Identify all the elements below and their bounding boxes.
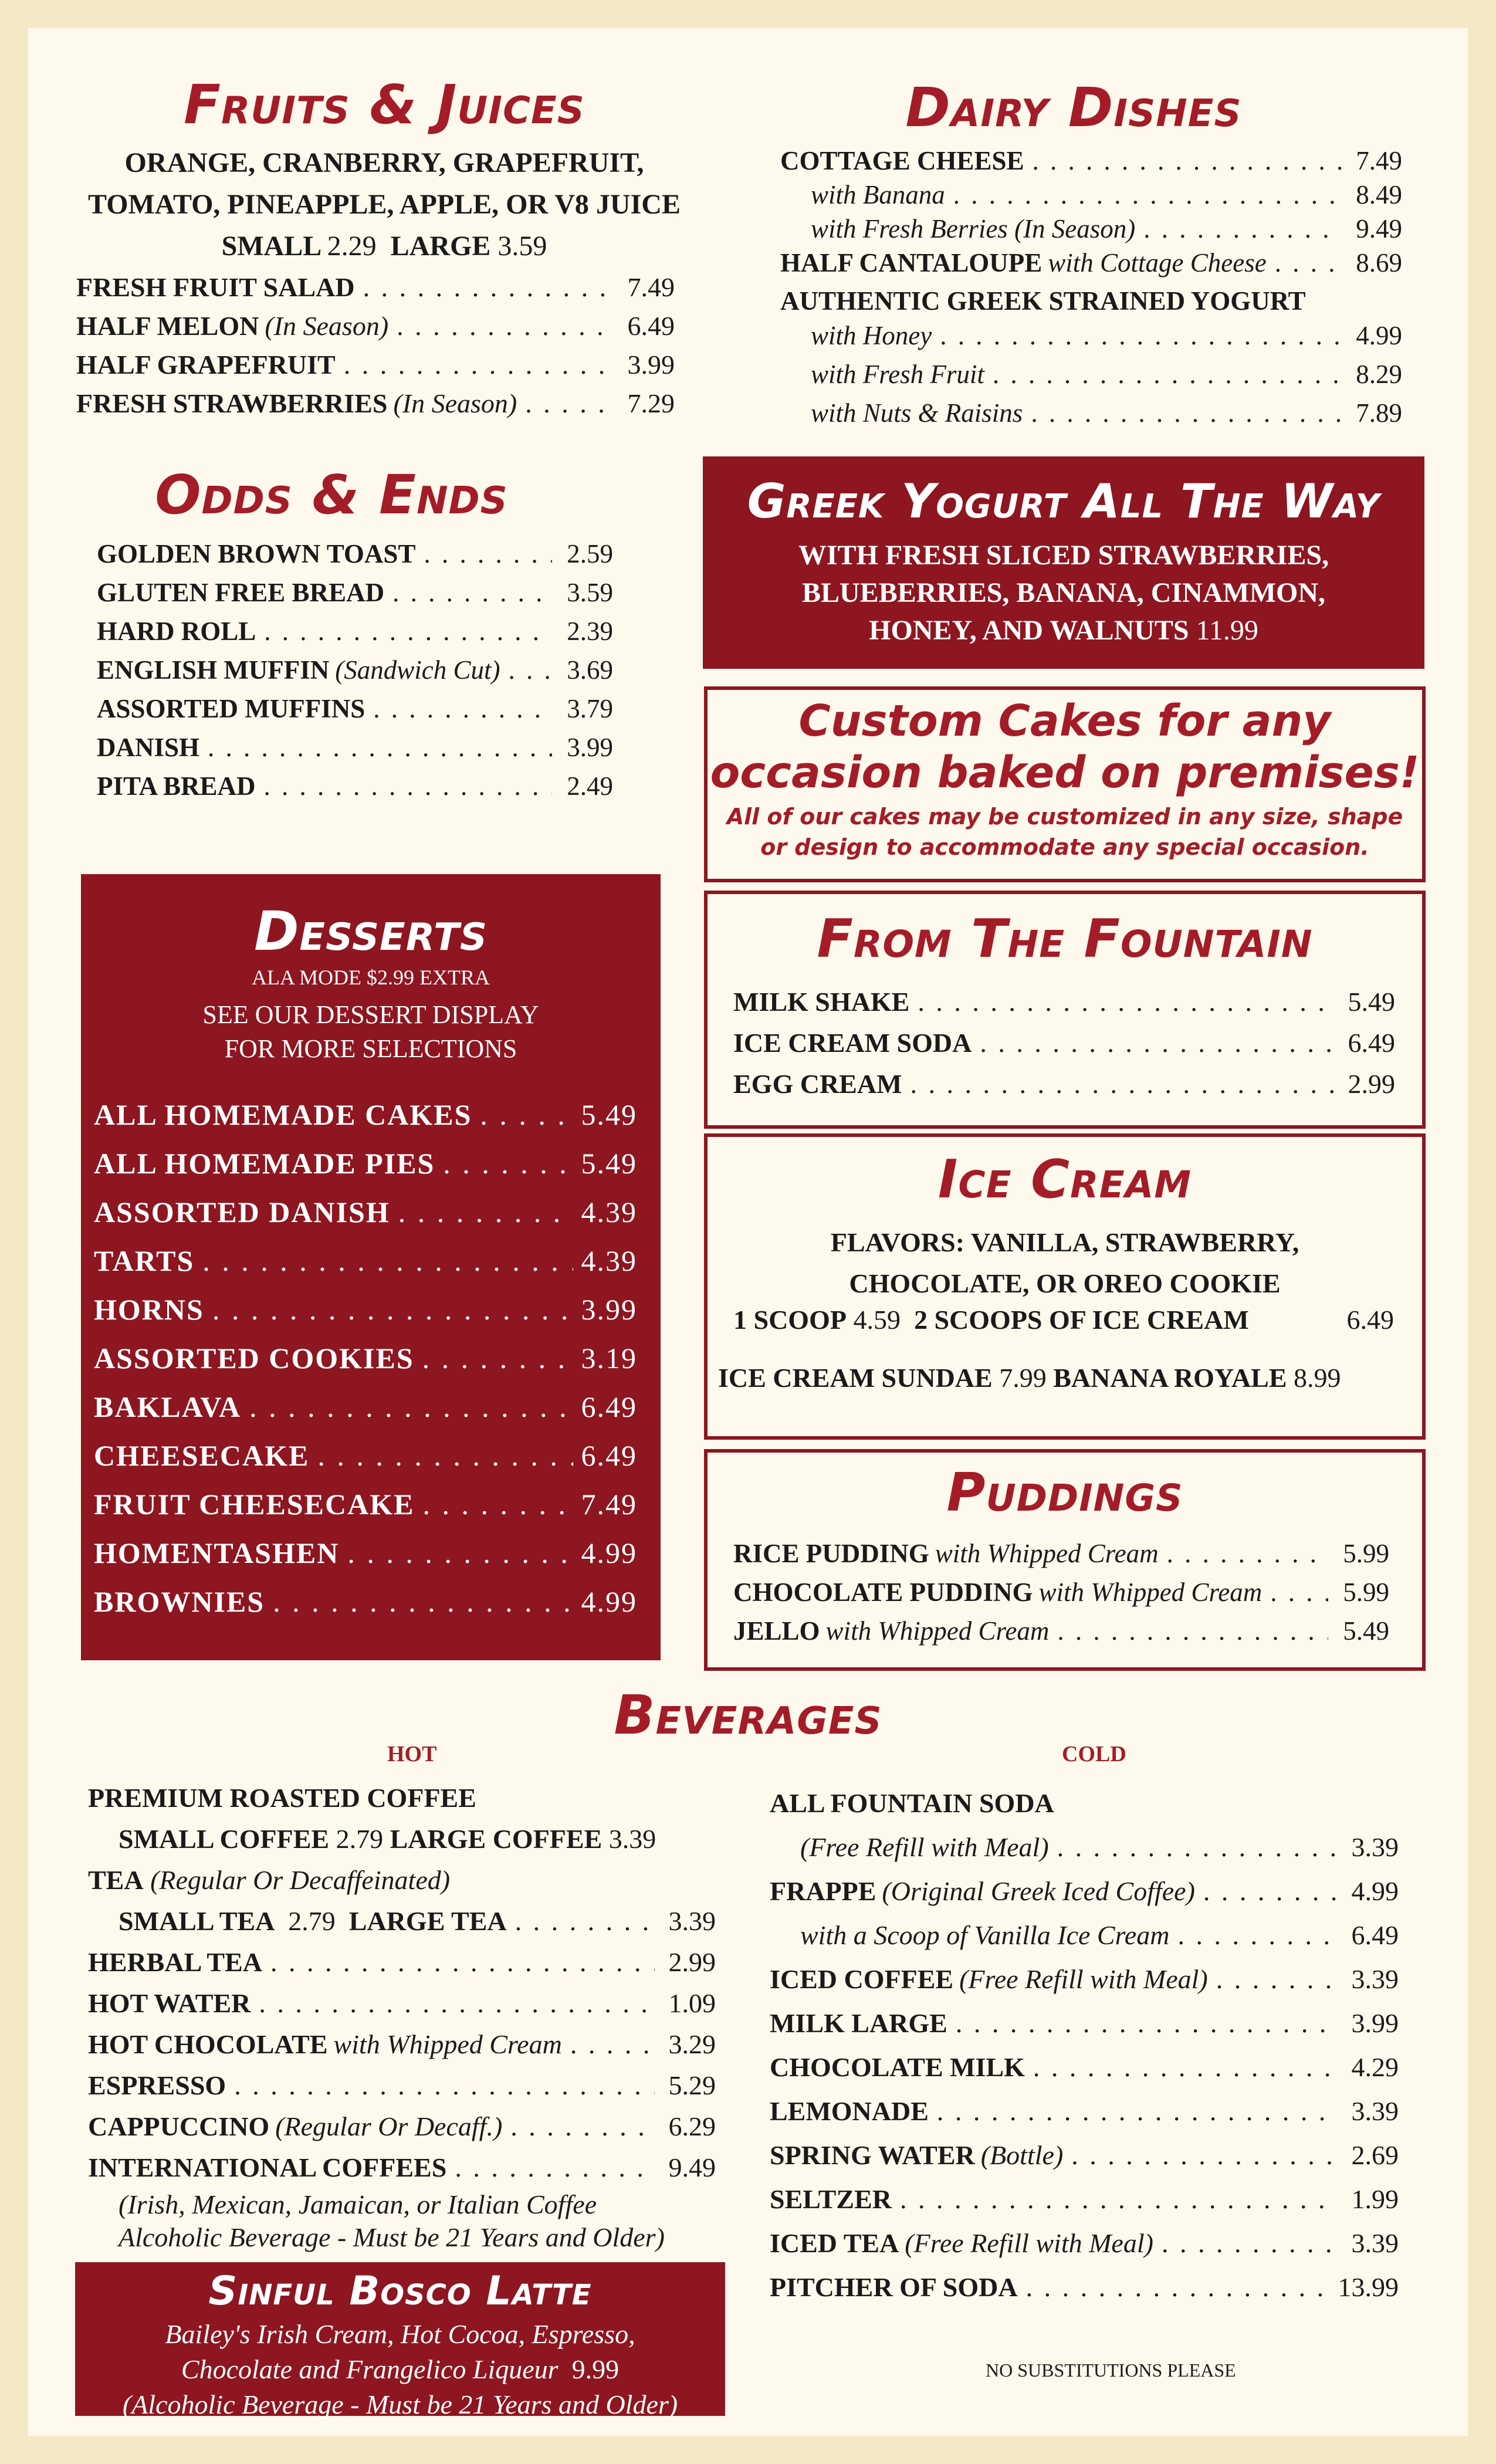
item-name: PITCHER OF SODA (770, 2272, 1018, 2302)
item-name: BROWNIES (94, 1585, 265, 1618)
dot-leader (1031, 394, 1341, 432)
cold-beverage-item (770, 2001, 1399, 2045)
dot-leader (1275, 246, 1341, 280)
dairy-title: Dairy Dishes (905, 76, 1242, 139)
dot-leader (980, 1023, 1334, 1064)
dot-leader (443, 1139, 573, 1188)
dot-leader (1033, 144, 1341, 178)
item-name: MILK SHAKE (733, 987, 910, 1017)
dessert-item (94, 1285, 637, 1334)
item-name: HOT CHOCOLATE (88, 2029, 328, 2059)
item-price: 5.29 (668, 2070, 716, 2100)
item-note: with Banana (811, 180, 945, 209)
item-name: FRESH FRUIT SALAD (76, 272, 355, 302)
dairy-item (780, 178, 1402, 212)
item-name: HOMENTASHEN (94, 1536, 340, 1569)
beverages-title: Beverages (614, 1684, 882, 1747)
item-price: 6.49 (581, 1390, 637, 1423)
dot-leader (264, 612, 552, 651)
dessert-item (94, 1139, 637, 1188)
item-price: 4.99 (1351, 1876, 1399, 1906)
item-price: 7.49 (581, 1488, 637, 1521)
cakes-line-1: Custom Cakes for any (798, 696, 1331, 746)
dot-leader (397, 307, 614, 346)
item-price: 6.29 (668, 2111, 716, 2141)
icecream-sundae: ICE CREAM SUNDAE 7.99 BANANA ROYALE 8.99 (718, 1363, 1341, 1393)
dot-leader (212, 1285, 573, 1334)
greek-line-3: HONEY, AND WALNUTS 11.99 (869, 615, 1258, 646)
item-price: 6.49 (627, 311, 675, 341)
dot-leader (273, 1578, 573, 1626)
dot-leader (1057, 1825, 1338, 1869)
coffee-sizes: SMALL COFFEE 2.79 LARGE COFFEE 3.39 (119, 1824, 656, 1854)
hot-beverage-item (88, 1942, 716, 1983)
hot-beverages (88, 1778, 716, 2254)
item-name: LEMONADE (770, 2096, 929, 2126)
item-note: (Bottle) (980, 2140, 1064, 2170)
item-price: 3.59 (567, 578, 613, 607)
cakes-line-3: All of our cakes may be customized in any size, shape (726, 804, 1403, 830)
latte-line-3: (Alcoholic Beverage - Must be 21 Years and Older) (122, 2389, 678, 2419)
dot-leader (1026, 2265, 1330, 2309)
item-price: 7.49 (627, 272, 675, 302)
cold-beverage-item (770, 2133, 1399, 2177)
dot-leader (347, 1529, 573, 1578)
item-note: (Regular Or Decaff.) (275, 2111, 503, 2141)
fountain-box (704, 891, 1426, 1129)
desserts-note-1: SEE OUR DESSERT DISPLAY (202, 1000, 539, 1029)
dot-leader (1270, 1573, 1328, 1612)
item-note: with Whipped Cream (825, 1616, 1050, 1646)
item-name: BAKLAVA (94, 1390, 242, 1423)
item-price: 5.49 (581, 1098, 637, 1131)
dessert-item (94, 1383, 637, 1431)
item-name: TARTS (94, 1244, 195, 1277)
cold-beverages (770, 1781, 1399, 2309)
odds-title: Odds & Ends (155, 463, 508, 526)
item-price: 8.49 (1356, 180, 1402, 209)
dessert-item (94, 1578, 637, 1626)
dessert-item (94, 1431, 637, 1480)
desserts-title: Desserts (254, 900, 488, 963)
item-price: 3.39 (1351, 2228, 1399, 2258)
item-price: 5.49 (1343, 1616, 1389, 1646)
soda-header: ALL FOUNTAIN SODA (770, 1788, 1054, 1818)
pudding-item (733, 1612, 1389, 1650)
dot-leader (270, 1942, 655, 1983)
hot-beverage-item (88, 2065, 716, 2106)
greek-line-2: BLUEBERRIES, BANANA, CINAMMON, (801, 577, 1326, 608)
greek-line-1: WITH FRESH SLICED STRAWBERRIES, (798, 540, 1329, 571)
cold-beverage-item (770, 1869, 1399, 1913)
odds-item (97, 534, 613, 573)
item-note: with Whipped Cream (1038, 1578, 1263, 1607)
dot-leader (249, 1383, 573, 1431)
item-price: 4.99 (581, 1585, 637, 1618)
item-price: 7.29 (627, 388, 675, 418)
dot-leader (510, 2106, 655, 2147)
dessert-item (94, 1237, 637, 1285)
item-price: 5.99 (1343, 1539, 1389, 1568)
hot-label: HOT (387, 1742, 437, 1766)
no-substitutions: NO SUBSTITUTIONS PLEASE (986, 2360, 1236, 2381)
item-price: 2.69 (1351, 2140, 1399, 2170)
item-price: 5.49 (1348, 987, 1395, 1017)
dot-leader (317, 1431, 573, 1480)
item-name: PITA BREAD (97, 771, 256, 801)
dairy-item (780, 246, 1402, 280)
item-price: 1.09 (668, 1988, 716, 2018)
odds-item (97, 728, 613, 767)
desserts-alamode: ALA MODE $2.99 EXTRA (252, 966, 490, 989)
item-price: 3.99 (627, 350, 675, 380)
dot-leader (1071, 2133, 1338, 2177)
item-name: ASSORTED COOKIES (94, 1342, 414, 1375)
item-name: CAPPUCCINO (88, 2111, 270, 2141)
pudding-item (733, 1534, 1389, 1573)
item-name: ALL HOMEMADE PIES (94, 1147, 435, 1180)
fountain-item (733, 1023, 1395, 1064)
fountain-item (733, 1064, 1395, 1105)
item-price: 3.99 (1351, 2008, 1399, 2038)
yogurt-header: AUTHENTIC GREEK STRAINED YOGURT (780, 286, 1306, 316)
item-name: GLUTEN FREE BREAD (97, 578, 385, 607)
item-name: HERBAL TEA (88, 1947, 262, 1977)
juices-line-1: ORANGE, CRANBERRY, GRAPEFRUIT, (124, 147, 644, 178)
item-price: 6.49 (1351, 1920, 1399, 1950)
dairy-item (780, 212, 1402, 246)
icecream-flavors-1: FLAVORS: VANILLA, STRAWBERRY, (830, 1227, 1299, 1257)
fruit-item (76, 307, 675, 346)
dessert-item (94, 1334, 637, 1383)
item-price: 4.39 (581, 1196, 637, 1228)
desserts-note-2: FOR MORE SELECTIONS (224, 1034, 517, 1063)
dot-leader (392, 573, 552, 612)
yogurt-item (780, 316, 1402, 355)
hot-beverage-item (88, 2147, 716, 2188)
dot-leader (363, 268, 614, 307)
item-note: (In Season) (393, 388, 517, 418)
item-price: 1.99 (1351, 2184, 1399, 2214)
yogurt-item (780, 355, 1402, 394)
item-price: 2.99 (1348, 1069, 1395, 1099)
item-note: (Sandwich Cut) (335, 655, 500, 685)
item-name: ICED TEA (770, 2228, 899, 2258)
dot-leader (570, 2024, 655, 2065)
odds-item (97, 689, 613, 728)
item-price: 3.39 (1351, 2096, 1399, 2126)
dot-leader (956, 2001, 1338, 2045)
item-name: ICE CREAM SODA (733, 1028, 972, 1058)
dot-leader (424, 534, 552, 573)
item-price: 4.99 (1356, 321, 1402, 350)
dot-leader (208, 728, 552, 767)
item-price: 4.29 (1351, 2052, 1399, 2082)
item-name: GOLDEN BROWN TOAST (97, 539, 416, 568)
odds-section (97, 463, 613, 805)
dot-leader (937, 2089, 1338, 2133)
item-price: 13.99 (1338, 2272, 1399, 2302)
odds-item (97, 767, 613, 805)
item-price: 3.79 (567, 694, 613, 723)
cold-beverage-item (770, 1957, 1399, 2001)
cold-beverage-item (770, 2177, 1399, 2221)
dot-leader (1033, 2045, 1338, 2089)
dot-leader (234, 2065, 655, 2106)
cold-beverage-item (770, 2221, 1399, 2265)
item-price: 3.39 (1351, 1964, 1399, 1994)
item-name: CHEESECAKE (94, 1439, 310, 1472)
hot-beverage-item (88, 2106, 716, 2147)
dot-leader (509, 651, 552, 689)
fruits-section (76, 73, 692, 423)
cold-beverage-item (770, 2045, 1399, 2089)
dot-leader (1143, 212, 1341, 246)
intl-note-1: (Irish, Mexican, Jamaican, or Italian Coffee (119, 2189, 597, 2219)
fountain-item (733, 981, 1395, 1023)
dot-leader (422, 1334, 573, 1383)
item-name: EGG CREAM (733, 1069, 902, 1099)
dot-leader (455, 2147, 655, 2188)
juice-sizes: SMALL 2.29 LARGE 3.59 (221, 231, 547, 262)
item-price: 2.59 (567, 539, 613, 568)
item-name: JELLO (733, 1616, 820, 1646)
pudding-item (733, 1573, 1389, 1612)
dot-leader (202, 1237, 573, 1285)
dot-leader (1057, 1612, 1328, 1650)
tea-row: TEA (Regular Or Decaffeinated) (88, 1865, 451, 1895)
dot-leader (1167, 1534, 1328, 1573)
latte-line-1: Bailey's Irish Cream, Hot Cocoa, Espresso, (165, 2319, 635, 2349)
item-price: 6.49 (1348, 1028, 1395, 1058)
item-name: HARD ROLL (97, 617, 256, 646)
fruit-item (76, 268, 675, 307)
item-price: 4.39 (581, 1244, 637, 1277)
item-price: 5.99 (1343, 1578, 1389, 1607)
dessert-item (94, 1188, 637, 1237)
item-price: 3.29 (668, 2029, 716, 2059)
item-name: ESPRESSO (88, 2070, 226, 2100)
odds-item (97, 573, 613, 612)
item-note: with Whipped Cream (935, 1539, 1159, 1568)
yogurt-item (780, 394, 1402, 432)
cold-beverage-item (770, 1913, 1399, 1957)
hot-beverage-item (88, 2024, 716, 2065)
item-name: HORNS (94, 1293, 204, 1326)
item-price: 2.39 (567, 617, 613, 646)
item-name: RICE PUDDING (733, 1539, 929, 1568)
greek-title: Greek Yogurt All The Way (747, 474, 1380, 529)
fruit-item (76, 346, 675, 384)
dessert-item (94, 1529, 637, 1578)
dot-leader (480, 1091, 573, 1139)
dot-leader (1216, 1957, 1338, 2001)
item-note: with a Scoop of Vanilla Ice Cream (800, 1920, 1170, 1950)
item-price: 9.49 (1356, 214, 1402, 243)
dot-leader (1177, 1913, 1338, 1957)
item-note: (Free Refill with Meal) (800, 1832, 1049, 1862)
item-name: FRUIT CHEESECAKE (94, 1488, 415, 1521)
dot-leader (1203, 1869, 1338, 1913)
item-name: HOT WATER (88, 1988, 251, 2018)
icecream-flavors-2: CHOCOLATE, OR OREO COOKIE (849, 1268, 1281, 1298)
item-name: FRAPPE (770, 1876, 876, 1906)
odds-item (97, 612, 613, 651)
dot-leader (953, 178, 1341, 212)
juices-line-2: TOMATO, PINEAPPLE, APPLE, OR V8 JUICE (88, 189, 681, 220)
odds-item (97, 651, 613, 689)
dot-leader (398, 1188, 573, 1237)
item-note: (Free Refill with Meal) (905, 2228, 1153, 2258)
custom-cakes-box (704, 686, 1426, 882)
fruit-item (76, 384, 675, 423)
item-name: ASSORTED DANISH (94, 1196, 390, 1228)
item-name: DANISH (97, 733, 200, 762)
icecream-scoops: 1 SCOOP 4.59 2 SCOOPS OF ICE CREAM 6.49 (733, 1305, 1394, 1335)
cold-beverage-item (770, 2089, 1399, 2133)
fruits-title: Fruits & Juices (184, 73, 585, 136)
dot-leader (373, 689, 552, 728)
dot-leader (940, 316, 1341, 355)
item-price: 6.49 (581, 1439, 637, 1472)
coffee-header: PREMIUM ROASTED COFFEE (88, 1783, 476, 1813)
puddings-title: Puddings (946, 1462, 1183, 1524)
hot-beverage-item (88, 1983, 716, 2024)
item-name: MILK LARGE (770, 2008, 947, 2038)
item-name: FRESH STRAWBERRIES (76, 388, 388, 418)
item-price: 3.99 (567, 733, 613, 762)
dot-leader (993, 355, 1341, 394)
dot-leader (422, 1480, 573, 1529)
item-name: HALF MELON (76, 311, 259, 341)
item-note: (In Season) (265, 311, 389, 341)
item-name: ENGLISH MUFFIN (97, 655, 330, 685)
item-price: 7.49 (1356, 146, 1402, 175)
tea-sizes: SMALL TEA 2.79 LARGE TEA . . . 3.39 (88, 1901, 716, 1942)
dot-leader (259, 1983, 655, 2024)
dairy-item (780, 144, 1402, 178)
cold-beverage-item (770, 1825, 1399, 1869)
item-name: SELTZER (770, 2184, 892, 2214)
item-note: (Original Greek Iced Coffee) (882, 1876, 1195, 1906)
item-name: ASSORTED MUFFINS (97, 694, 365, 723)
dot-leader (1162, 2221, 1338, 2265)
item-name: CHOCOLATE MILK (770, 2052, 1025, 2082)
cakes-line-4: or design to accommodate any special occasion. (760, 834, 1369, 860)
item-price: 7.89 (1356, 398, 1402, 428)
icecream-title: Ice Cream (937, 1149, 1192, 1210)
cakes-line-2: occasion baked on premises! (710, 747, 1420, 798)
dot-leader (525, 384, 614, 423)
item-note: (Free Refill with Meal) (959, 1964, 1208, 1994)
cold-beverage-item (770, 2265, 1399, 2309)
item-note: with Fresh Berries (In Season) (811, 214, 1136, 243)
item-price: 8.69 (1356, 248, 1402, 277)
icecream-box (704, 1133, 1426, 1440)
dot-leader (918, 981, 1334, 1023)
item-note: with Whipped Cream (333, 2029, 562, 2059)
dot-leader (900, 2177, 1338, 2221)
dessert-item (94, 1091, 637, 1139)
item-price: 5.49 (581, 1147, 637, 1180)
puddings-box (704, 1449, 1426, 1671)
greek-yogurt-box (703, 456, 1424, 669)
dot-leader (344, 346, 614, 384)
item-name: ALL HOMEMADE CAKES (94, 1098, 472, 1131)
item-price: 3.39 (1351, 1832, 1399, 1862)
item-note: with Cottage Cheese (1048, 248, 1267, 277)
latte-box (75, 2262, 725, 2419)
dot-leader (911, 1064, 1335, 1105)
intl-note-2: Alcoholic Beverage - Must be 21 Years and Older) (119, 2222, 665, 2252)
item-price: 3.99 (581, 1293, 637, 1326)
item-name: HALF CANTALOUPE (780, 248, 1043, 277)
item-name: HALF GRAPEFRUIT (76, 350, 336, 380)
cold-label: COLD (1062, 1742, 1126, 1766)
item-price: 9.49 (668, 2152, 716, 2182)
latte-title: Sinful Bosco Latte (208, 2268, 592, 2314)
item-name: ICED COFFEE (770, 1964, 954, 1994)
fountain-title: From The Fountain (817, 908, 1313, 970)
item-name: SPRING WATER (770, 2140, 975, 2170)
desserts-box (81, 874, 661, 1660)
dairy-section (780, 76, 1402, 432)
item-name: INTERNATIONAL COFFEES (88, 2152, 447, 2182)
item-name: CHOCOLATE PUDDING (733, 1578, 1033, 1607)
item-price: 8.29 (1356, 360, 1402, 389)
item-price: 3.69 (567, 655, 613, 685)
item-price: 4.99 (581, 1536, 637, 1569)
latte-line-2: Chocolate and Frangelico Liqueur 9.99 (181, 2354, 620, 2384)
item-name: COTTAGE CHEESE (780, 146, 1024, 175)
item-note: with Nuts & Raisins (811, 398, 1023, 428)
item-note: with Fresh Fruit (811, 360, 984, 389)
item-price: 3.19 (581, 1342, 637, 1375)
dot-leader (263, 767, 552, 805)
item-price: 2.49 (567, 771, 613, 801)
item-price: 2.99 (668, 1947, 716, 1977)
item-note: with Honey (811, 321, 932, 350)
dessert-item (94, 1480, 637, 1529)
